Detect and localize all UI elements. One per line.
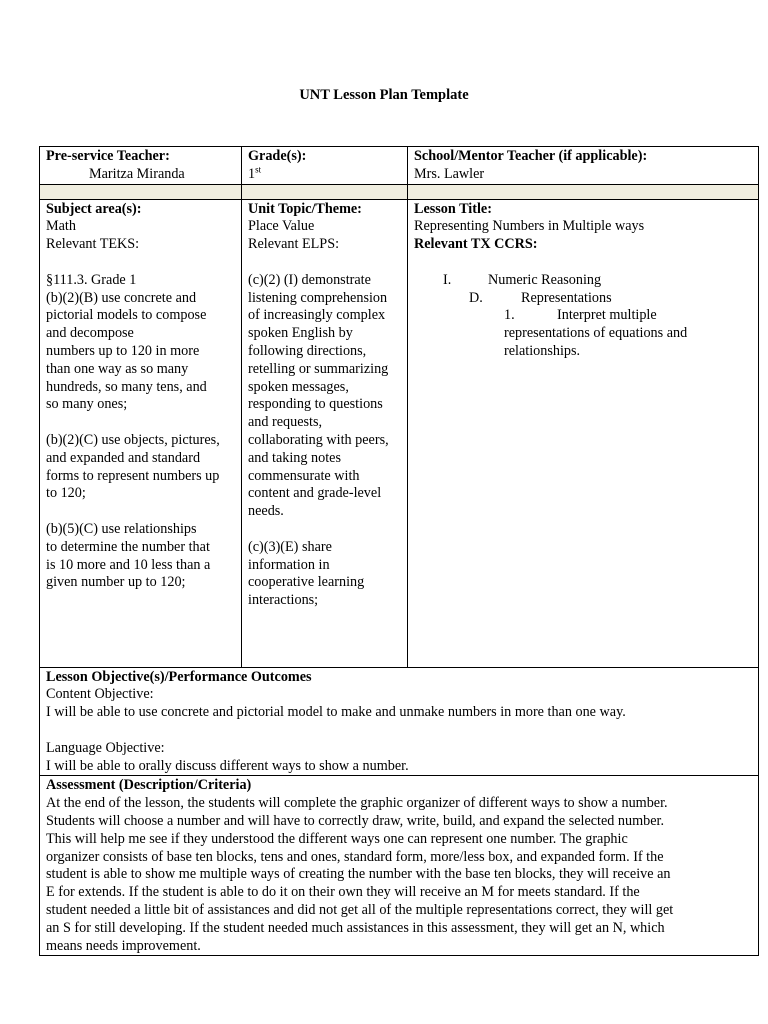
assessment-line: means needs improvement. [46,937,201,954]
objectives-cell [40,667,759,776]
assessment-cell [40,776,759,956]
ccrs-item-level-2 [414,290,752,308]
document-title: UNT Lesson Plan Template [299,87,469,103]
teks-line: and expanded and standard [46,449,201,466]
spacer-cell-3 [408,184,759,199]
elps-line: collaborating with peers, [248,431,389,448]
teks-line: (b)(2)(C) use objects, pictures, [46,431,220,448]
elps-line: commensurate with [248,467,360,484]
spacer-cell-1 [40,184,242,199]
ccrs-l1-num: I. [443,271,452,288]
teacher-cell [40,147,242,185]
unit-value: Place Value [248,218,315,235]
teks-label: Relevant TEKS: [46,236,140,253]
school-cell [408,147,759,185]
standards-row [40,199,759,667]
ccrs-label: Relevant TX CCRS: [414,236,538,253]
elps-line: and taking notes [248,449,341,466]
teacher-label: Pre-service Teacher: [46,148,170,164]
unit-label: Unit Topic/Theme: [248,200,362,217]
elps-line: following directions, [248,342,367,359]
elps-line: spoken messages, [248,378,349,395]
elps-line: and requests, [248,414,323,431]
subject-label: Subject area(s): [46,200,142,217]
teacher-name: Maritza Miranda [89,165,185,182]
elps-line: spoken English by [248,325,353,342]
subject-value: Math [46,218,76,235]
assessment-line: Students will choose a number and will have to correctly draw, write, build, and expand the selected number. [46,812,665,829]
assessment-line: student is able to show me multiple ways of creating the number with the base ten blocks, they will receive an [46,866,671,883]
teks-line: to determine the number that [46,538,210,555]
assessment-line: student needed a little bit of assistances and did not get all of the multiple representations correct, they will get [46,901,674,918]
assessment-row [40,776,759,956]
lesson-value: Representing Numbers in Multiple ways [414,218,645,235]
grade-value-wrap [248,166,401,184]
content-objective-text: I will be able to use concrete and pictorial model to make and unmake numbers in more than one way. [46,704,626,721]
grade-label: Grade(s): [248,148,307,164]
assessment-label: Assessment (Description/Criteria) [46,777,252,794]
elps-list [248,272,401,610]
teks-line: and decompose [46,325,134,342]
teks-line: than one way as so many [46,360,189,377]
language-objective-text: I will be able to orally discuss different ways to show a number. [46,757,409,774]
lesson-cell [408,199,759,667]
content-objective-label: Content Objective: [46,686,154,703]
ccrs-l3-continuation-2: relationships. [504,342,581,359]
elps-line: interactions; [248,592,319,609]
teks-list [46,272,235,592]
ccrs-l2-text: Representations [521,289,612,306]
assessment-line: This will help me see if they understood the different ways one can represent one number. The graphic [46,830,628,847]
elps-line: cooperative learning [248,574,365,591]
school-value: Mrs. Lawler [414,165,485,182]
ccrs-l1-text: Numeric Reasoning [488,271,602,288]
school-label: School/Mentor Teacher (if applicable): [414,148,648,164]
elps-line: (c)(3)(E) share [248,538,332,555]
grade-suffix: st [255,164,262,175]
assessment-line: an S for still developing. If the student needed much assistances in this assessment, they will get an N, which [46,919,665,936]
teks-line: numbers up to 120 in more [46,342,200,359]
lesson-plan-table [39,146,759,956]
lesson-label: Lesson Title: [414,200,492,217]
language-objective-label: Language Objective: [46,739,165,756]
ccrs-l3-num: 1. [504,307,515,324]
teks-line: pictorial models to compose [46,307,207,324]
elps-line: retelling or summarizing [248,360,389,377]
teks-line: §111.3. Grade 1 [46,271,137,288]
objectives-label: Lesson Objective(s)/Performance Outcomes [46,668,312,685]
teks-line: given number up to 120; [46,574,186,591]
shaded-spacer-row [40,184,759,199]
assessment-text [46,795,752,955]
elps-line: of increasingly complex [248,307,386,324]
grade-cell [242,147,408,185]
teks-line: (b)(5)(C) use relationships [46,520,197,537]
teks-line: forms to represent numbers up [46,467,220,484]
unit-cell [242,199,408,667]
teks-line [46,503,235,521]
ccrs-item-level-3 [414,307,752,325]
teks-line [46,414,235,432]
ccrs-item-level-1 [414,272,752,290]
ccrs-l2-num: D. [469,289,483,306]
teks-line: so many ones; [46,396,128,413]
ccrs-l3-text: Interpret multiple [557,307,657,324]
objectives-row [40,667,759,776]
elps-line: (c)(2) (I) demonstrate [248,271,371,288]
elps-label: Relevant ELPS: [248,236,340,253]
subject-cell [40,199,242,667]
teks-line: hundreds, so many tens, and [46,378,207,395]
assessment-line: E for extends. If the student is able to do it on their own they will receive an M for meets standard. If the [46,884,640,901]
header-row [40,147,759,185]
spacer-cell-2 [242,184,408,199]
teks-line: is 10 more and 10 less than a [46,556,211,573]
ccrs-l3-continuation-1: representations of equations and [504,325,688,342]
teks-line: (b)(2)(B) use concrete and [46,289,197,306]
assessment-line: At the end of the lesson, the students will complete the graphic organizer of different ways to show a number. [46,795,668,812]
elps-line: information in [248,556,330,573]
elps-line: needs. [248,503,284,520]
assessment-line: organizer consists of base ten blocks, tens and ones, standard form, more/less box, and expanded form. If the [46,848,664,865]
grade-value: 1 [248,165,256,182]
elps-line [248,521,401,539]
elps-line: content and grade-level [248,485,382,502]
elps-line: listening comprehension [248,289,388,306]
elps-line: responding to questions [248,396,383,413]
teks-line: to 120; [46,485,86,502]
